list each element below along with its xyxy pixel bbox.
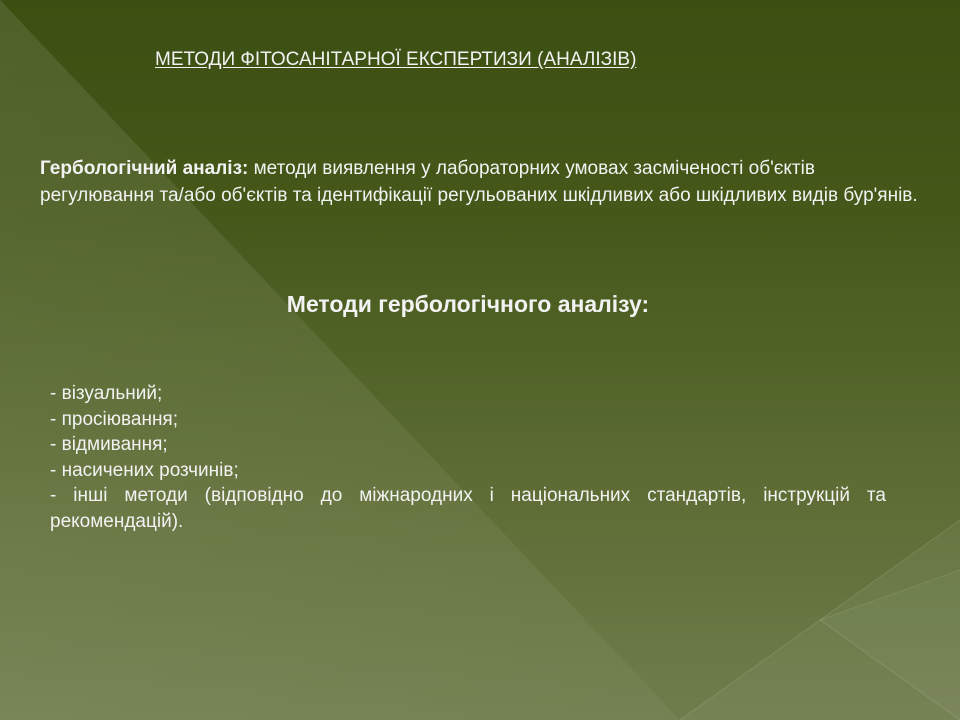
methods-list [50, 381, 886, 534]
slide-title: МЕТОДИ ФІТОСАНІТАРНОЇ ЕКСПЕРТИЗИ (АНАЛІЗІВ) [155, 49, 637, 70]
method-item: - просіювання; [50, 408, 178, 430]
definition-term: Гербологічний аналіз: [40, 158, 249, 179]
definition-text: методи виявлення у лабораторних умовах засміченості об'єктів регулювання та/або об'єктів та ідентифікації регульованих шкідливих або шкідливих видів бур'янів. [40, 158, 918, 206]
definition-paragraph [40, 155, 930, 209]
method-item: - насичених розчинів; [50, 459, 239, 481]
method-item: - інші методи (відповідно до міжнародних і національних стандартів, інструкцій та рекомендацій). [50, 485, 886, 532]
method-item: - візуальний; [50, 383, 163, 404]
methods-heading: Методи гербологічного аналізу: [286, 291, 650, 317]
method-item: - відмивання; [50, 434, 168, 455]
